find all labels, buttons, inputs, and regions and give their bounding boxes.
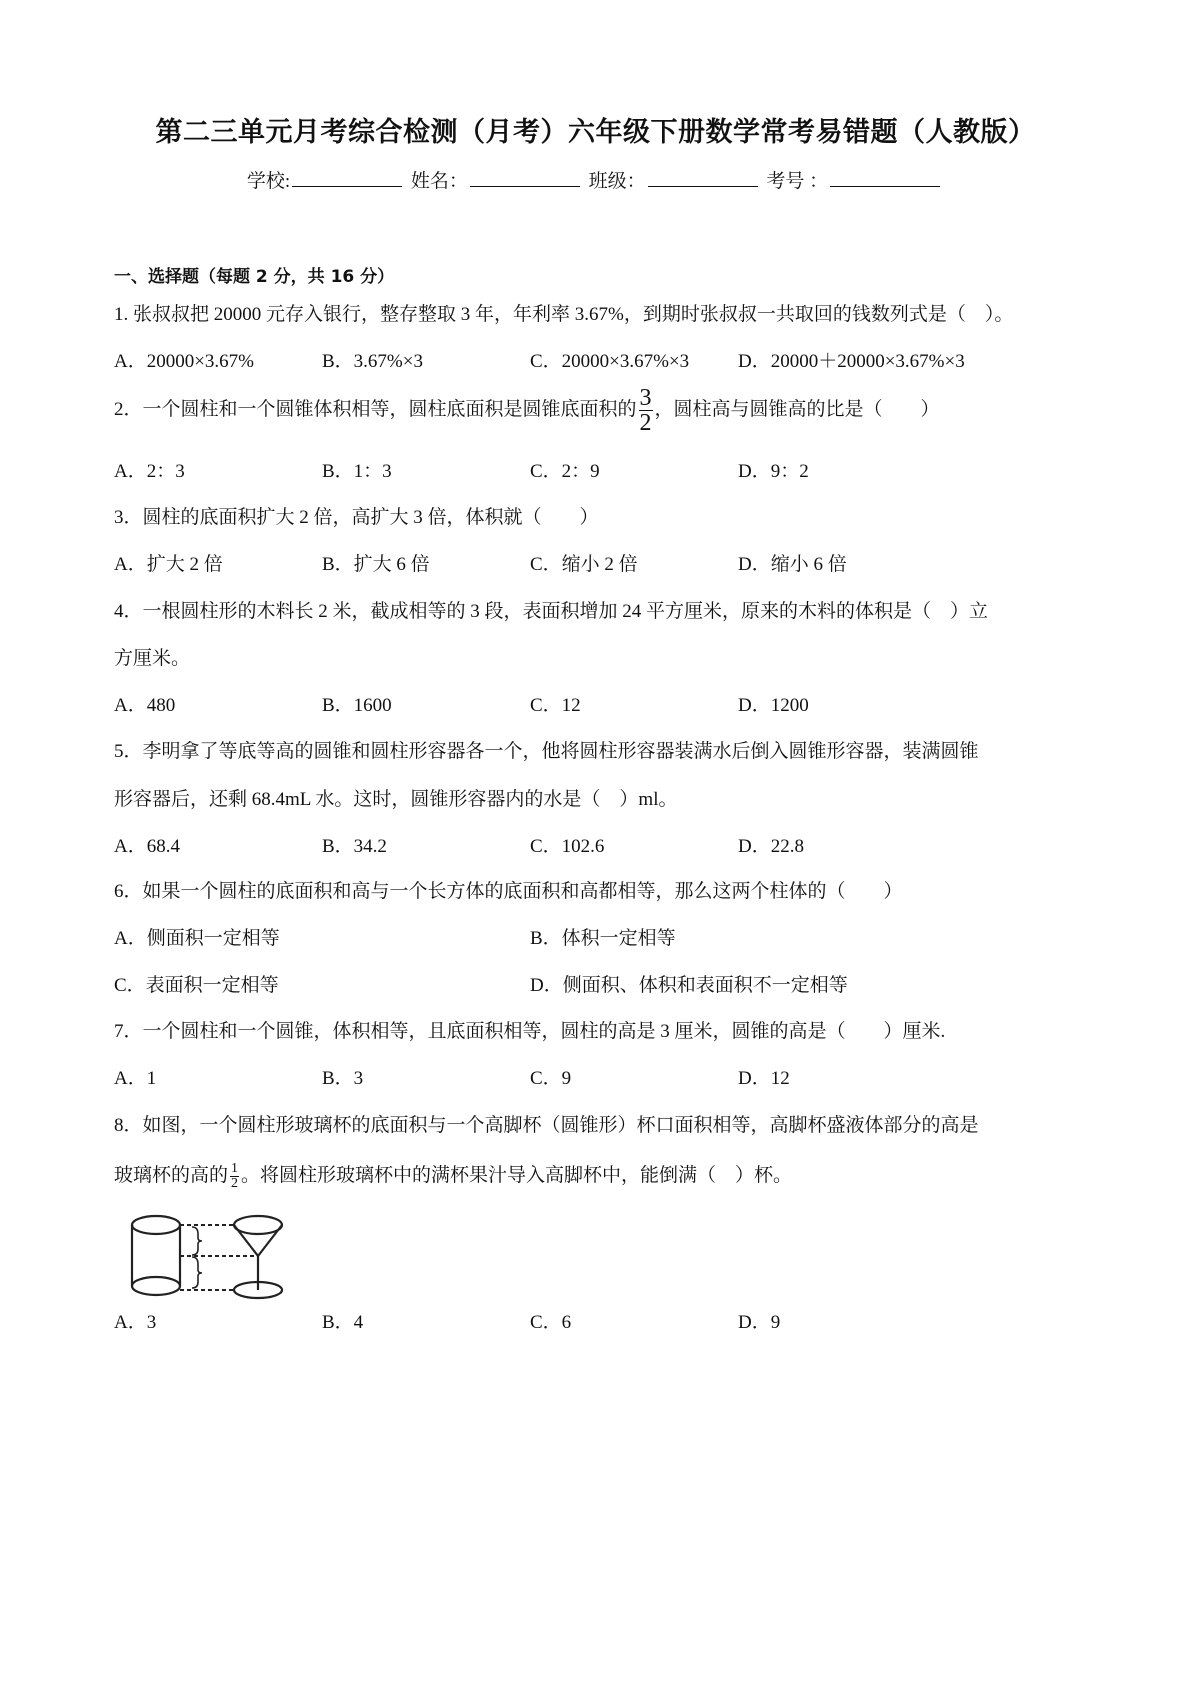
question-8-text-line-1: 8．如图，一个圆柱形玻璃杯的底面积与一个高脚杯（圆锥形）杯口面积相等，高脚杯盛液体部分的高是 [114,1115,979,1136]
question-5-text-line-2: 形容器后，还剩 68.4mL 水。这时，圆锥形容器内的水是（ ）ml。 [114,789,678,810]
question-8-option-c: C．6 [530,1312,572,1333]
question-5-option-d: D．22.8 [738,836,804,857]
question-1-option-c: C．20000×3.67%×3 [530,351,690,372]
question-8-option-d: D．9 [738,1312,781,1333]
question-1-text: 1. 张叔叔把 20000 元存入银行，整存整取 3 年，年利率 3.67%，到期时张叔叔一共取回的钱数列式是（ ）。 [114,304,1014,325]
question-2-option-c: C．2：9 [530,461,600,482]
question-6-option-c: C．表面积一定相等 [114,975,279,996]
question-6-option-a: A．侧面积一定相等 [114,928,280,949]
question-7-text: 7．一个圆柱和一个圆锥，体积相等，且底面积相等，圆柱的高是 3 厘米，圆锥的高是（ ）厘米. [114,1021,946,1042]
question-4-text-line-1: 4．一根圆柱形的木料长 2 米，截成相等的 3 段，表面积增加 24 平方厘米，原来的木料的体积是（ ）立 [114,601,989,622]
school-blank [292,170,402,187]
class-blank [648,170,758,187]
school-label: 学校: [246,171,291,192]
question-6-option-d: D．侧面积、体积和表面积不一定相等 [530,975,848,996]
page-title: 第二三单元月考综合检测（月考）六年级下册数学常考易错题（人教版） [155,117,1036,148]
class-label: 班级： [588,171,646,192]
fraction-three-halves: $\frac{3}{2}$ [639,385,652,436]
exam-number-label: 考号 ： [766,171,829,192]
question-7-option-d: D．12 [738,1068,790,1089]
question-4-option-b: B．1600 [322,695,392,716]
question-4-option-c: C．12 [530,695,581,716]
question-5-option-c: C．102.6 [530,836,605,857]
question-3-option-b: B．扩大 6 倍 [322,554,430,575]
student-info-row [0,166,1191,193]
question-6-text: 6．如果一个圆柱的底面积和高与一个长方体的底面积和高都相等，那么这两个柱体的（ ） [114,881,903,902]
question-2-option-d: D．9：2 [738,461,809,482]
question-7-option-b: B．3 [322,1068,364,1089]
question-8-text-line-2: 玻璃杯的高的 $\frac{1}{2}$ 。将圆柱形玻璃杯中的满杯果汁导入高脚杯中，能倒满（ ）杯。 [114,1161,793,1192]
question-1-option-a: A．20000×3.67% [114,351,255,372]
question-5-option-b: B．34.2 [322,836,387,857]
question-3-option-a: A．扩大 2 倍 [114,554,223,575]
question-1-option-b: B．3.67%×3 [322,351,423,372]
section-heading: 一、选择题（每题 2 分，共 16 分） [114,267,395,287]
question-4-option-a: A．480 [114,695,176,716]
question-3-text: 3．圆柱的底面积扩大 2 倍，高扩大 3 倍，体积就（ ） [114,507,599,528]
question-5-option-a: A．68.4 [114,836,180,857]
question-4-option-d: D．1200 [738,695,809,716]
cylinder-goblet-figure-icon [130,1212,290,1302]
question-3-option-d: D．缩小 6 倍 [738,554,847,575]
fraction-one-half: $\frac{1}{2}$ [231,1161,239,1192]
question-2-option-b: B．1：3 [322,461,392,482]
question-8-option-a: A．3 [114,1312,157,1333]
question-7-option-a: A．1 [114,1068,157,1089]
question-1-option-d: D．20000＋20000×3.67%×3 [738,351,965,372]
question-2-text: 2．一个圆柱和一个圆锥体积相等，圆柱底面积是圆锥底面积的 $\frac{3}{2}$ ，圆柱高与圆锥高的比是（ ） [114,385,940,436]
exam-number-blank [830,170,940,187]
question-2-option-a: A．2：3 [114,461,185,482]
question-7-option-c: C．9 [530,1068,572,1089]
question-3-option-c: C．缩小 2 倍 [530,554,638,575]
cylinder-and-goblet-diagram [130,1212,290,1307]
name-label: 姓名： [410,171,468,192]
question-8-option-b: B．4 [322,1312,364,1333]
question-4-text-line-2: 方厘米。 [114,648,191,669]
name-blank [470,170,580,187]
question-6-option-b: B．体积一定相等 [530,928,676,949]
question-5-text-line-1: 5．李明拿了等底等高的圆锥和圆柱形容器各一个，他将圆柱形容器装满水后倒入圆锥形容器，装满圆锥 [114,741,979,762]
